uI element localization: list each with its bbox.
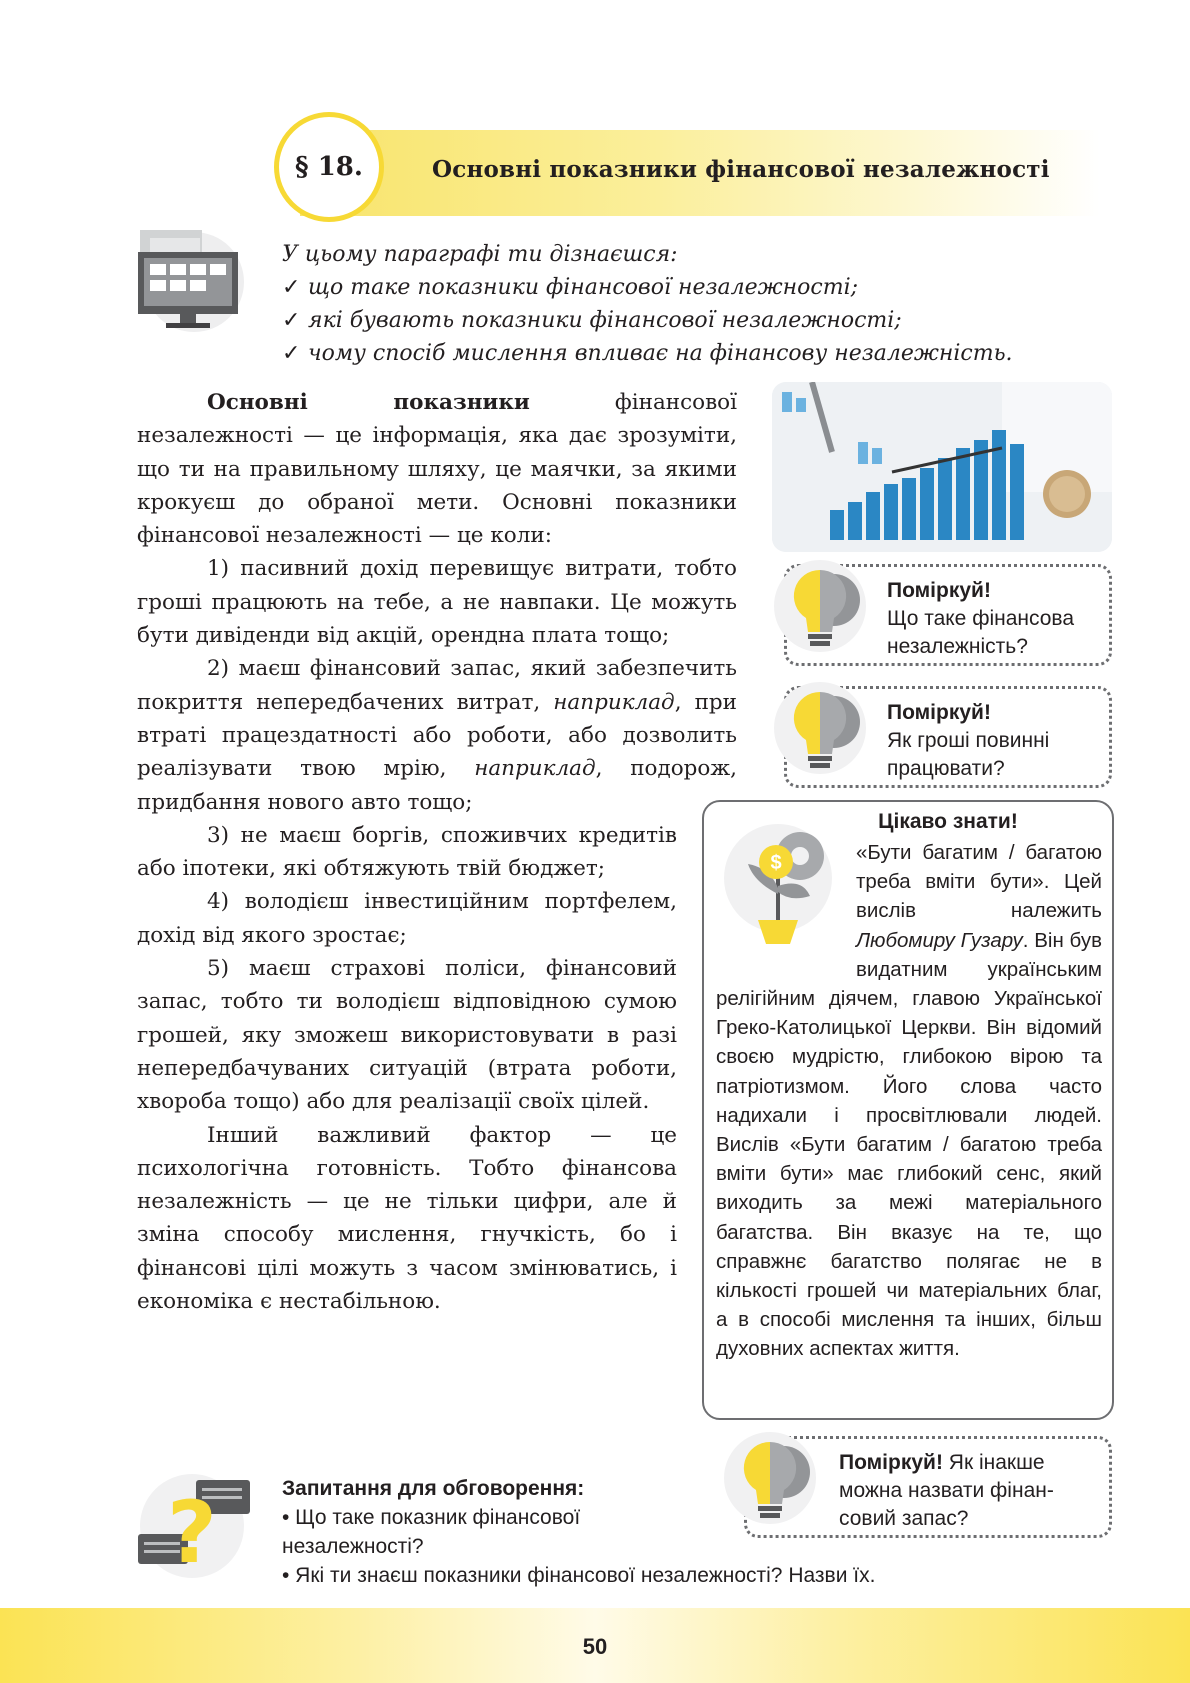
intro-item: ✓ які бувають показники фінансової незалежності;	[282, 304, 1132, 337]
interesting-fact-text: «Бути багатим / багатою треба вміти бути». Цей вислів належить Любомиру Гузару. Він був видатним українським релігійним діячем, главою Української Греко-Католицької Церкви. Він відомий своєю мудрістю, глибокою вірою та патріотизмом. Його слова часто надихали і просвітлювали людей. Вислів «Бути багатим / багатою треба вміти бути» має глибокий сенс, який виходить за межі матеріального багатства. Він вказує на те, що справжнє багатство полягає не в кількості грошей чи матеріальних благ, а в способі мислення та інших, більш духовних аспектах життя.	[716, 841, 1102, 1361]
lightbulb-gear-icon	[772, 678, 868, 778]
intro-item: ✓ чому спосіб мислення впливає на фінансову незалежність.	[282, 337, 1132, 370]
definition-paragraph: Основні показники фінансової незалежності — це інформація, яка дає зрозуміти, що ти на правильному шляху, це маячки, за якими крокуєш до обраної мети. Основні показники фінансової незалежності — це коли:	[137, 390, 737, 549]
indicator-item-5: 5) маєш страхові поліси, фінансовий запас, тобто ти володієш відповідною сумою грошей, яку зможеш використовувати в разі непередбачуваних ситуацій (втрата роботи, хвороба тощо) або для реалізації своїх цілей.	[137, 956, 677, 1115]
indicator-item-1: 1) пасивний дохід перевищує витрати, тобто гроші працюють на тебе, а не навпаки. Це можуть бути дивіденди від акцій, орендна плата тощо;	[137, 556, 737, 649]
question-mark-icon	[134, 1464, 258, 1582]
svg-text:?: ?	[167, 1483, 217, 1582]
discussion-question: • Які ти знаєш показники фінансової незалежності? Назви їх.	[282, 1564, 876, 1587]
interesting-fact-box	[702, 800, 1114, 1420]
intro-item: ✓ що таке показники фінансової незалежності;	[282, 271, 1132, 304]
discussion-question: • Що таке показник фінансової	[282, 1506, 581, 1529]
think-box: Поміркуй! Як гроші повинні працювати?	[784, 686, 1112, 788]
section-number: § 18.	[274, 112, 384, 222]
think-box: Поміркуй! Як інакше можна назвати фінан- совий запас?	[744, 1436, 1112, 1538]
check-icon: ✓	[282, 308, 301, 333]
think-box: Поміркуй! Що таке фінансова незалежність?	[784, 564, 1112, 666]
indicator-item-4: 4) володієш інвестиційним портфелем, дохід від якого зростає;	[137, 889, 677, 948]
indicator-item-2: 2) маєш фінансовий запас, який забезпечить покриття непередбачених витрат, наприклад, при втраті працездатності або роботи, або дозволить реалізувати твою мрію, наприклад, подорож, придбання нового авто тощо;	[137, 656, 737, 815]
think-title: Поміркуй!	[839, 1451, 943, 1474]
intro-lead: У цьому параграфі ти дізнаєшся:	[282, 242, 678, 267]
money-plant-icon	[718, 816, 838, 956]
svg-text:$: $	[770, 852, 782, 874]
psychology-paragraph: Інший важливий фактор — це психологічна готовність. Тобто фінансова незалежність — це не тільки цифри, але й зміна способу мислення, гнучкість, бо і фінансові цілі можуть з часом змінюватись, і економіка є нестабільною.	[137, 1122, 677, 1315]
discussion-questions: Запитання для обговорення: • Що таке показник фінансової незалежності? • Які ти знаєш показники фінансової незалежності? Назви їх.	[282, 1474, 1082, 1590]
check-icon: ✓	[282, 341, 301, 366]
monitor-icon	[132, 224, 252, 334]
main-text	[137, 386, 737, 1318]
intro-list	[282, 238, 1132, 370]
page-title: Основні показники фінансової незалежності	[432, 156, 1050, 183]
lightbulb-gear-icon	[772, 556, 868, 656]
page-number: 50	[582, 1634, 608, 1659]
discussion-heading: Запитання для обговорення:	[282, 1477, 585, 1500]
interesting-fact-title: Цікаво знати!	[878, 810, 1018, 833]
think-title: Поміркуй!	[887, 579, 991, 602]
indicator-item-3: 3) не маєш боргів, споживчих кредитів або іпотеки, які обтяжують твій бюджет;	[137, 822, 677, 882]
check-icon: ✓	[282, 275, 301, 300]
charts-photo	[772, 382, 1112, 552]
think-title: Поміркуй!	[887, 701, 991, 724]
